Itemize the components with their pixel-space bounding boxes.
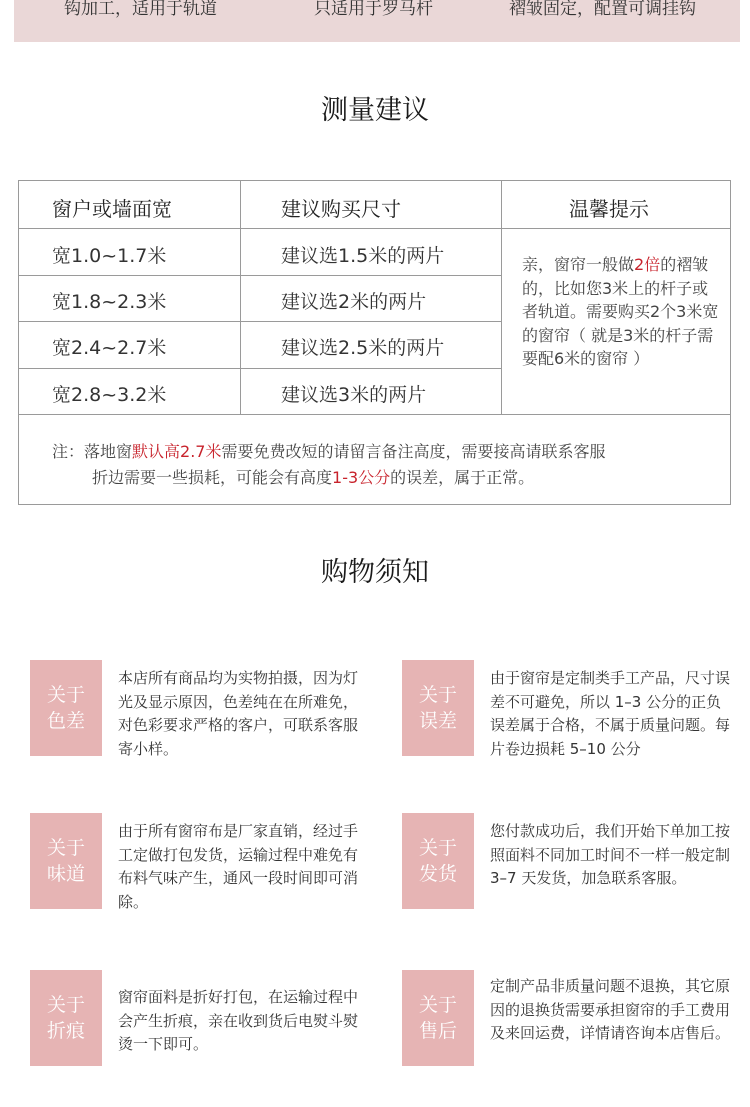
col-divider [240, 181, 241, 414]
row-divider [19, 228, 730, 229]
notice-text: 由于所有窗帘布是厂家直销，经过手工定做打包发货，运输过程中难免有布料气味产生，通风一段时间即可消除。 [118, 822, 359, 911]
shopping-title: 购物须知 [321, 557, 429, 588]
band-fragment-1: 钩加工，适用于轨道 [64, 0, 217, 19]
row-divider [19, 368, 501, 369]
table-row-suggest: 建议选1.5米的两片 [281, 245, 445, 267]
row-divider [19, 321, 501, 322]
notice-text: 您付款成功后，我们开始下单加工按照面料不同加工时间不一样一般定制 3–7 天发货，加急联系客服。 [490, 822, 731, 887]
table-row-width: 宽1.8~2.3米 [52, 291, 167, 313]
notice-text: 窗帘面料是折好打包，在运输过程中会产生折痕，亲在收到货后电熨斗熨烫一下即可。 [118, 988, 359, 1053]
notice-text: 由于窗帘是定制类手工产品，尺寸误差不可避免，所以 1–3 公分的正负误差属于合格，不属于质量问题。每片卷边损耗 5–10 公分 [490, 669, 731, 758]
top-feature-band [14, 0, 740, 42]
tip-highlight: 2倍 [634, 255, 661, 274]
notice-badge: 关于 误差 [402, 660, 474, 756]
table-row-width: 宽2.4~2.7米 [52, 337, 167, 359]
header-tip: 温馨提示 [569, 197, 649, 221]
table-row-width: 宽1.0~1.7米 [52, 245, 167, 267]
warm-tip-text: 亲，窗帘一般做2倍的褶皱的，比如您3米上的杆子或者轨道。需要购买2个3米宽的窗帘（ 就是3米的杆子需要配6米的窗帘 ） [522, 255, 719, 369]
table-row-width: 宽2.8~3.2米 [52, 384, 167, 406]
header-width: 窗户或墙面宽 [52, 197, 172, 221]
measure-title: 测量建议 [321, 95, 429, 126]
table-row-suggest: 建议选2米的两片 [281, 291, 427, 313]
band-fragment-2: 只适用于罗马杆 [314, 0, 433, 19]
notice-badge: 关于 发货 [402, 813, 474, 909]
measure-table [18, 180, 731, 505]
header-suggest: 建议购买尺寸 [281, 197, 401, 221]
notice-badge: 关于 售后 [402, 970, 474, 1066]
row-divider [19, 275, 501, 276]
notice-badge: 关于 味道 [30, 813, 102, 909]
note-line-1: 注：落地窗默认高2.7米需要免费改短的请留言备注高度，需要接高请联系客服 [52, 442, 606, 461]
notice-badge: 关于 色差 [30, 660, 102, 756]
notice-text: 定制产品非质量问题不退换，其它原因的退换货需要承担窗帘的手工费用及来回运费，详情请咨询本店售后。 [490, 977, 731, 1042]
notice-badge: 关于 折痕 [30, 970, 102, 1066]
table-row-suggest: 建议选3米的两片 [281, 384, 427, 406]
table-row-suggest: 建议选2.5米的两片 [281, 337, 445, 359]
note-highlight: 默认高2.7米 [132, 442, 222, 461]
row-divider [19, 414, 730, 415]
note-line-2: 折边需要一些损耗，可能会有高度1-3公分的误差，属于正常。 [92, 468, 535, 487]
table-note [52, 439, 605, 491]
note-highlight: 1-3公分 [332, 468, 391, 487]
col-divider [501, 181, 502, 414]
notice-text: 本店所有商品均为实物拍摄，因为灯光及显示原因，色差纯在在所难免，对色彩要求严格的客户，可联系客服寄小样。 [118, 669, 359, 758]
band-fragment-3: 褶皱固定，配置可调挂钩 [509, 0, 696, 19]
